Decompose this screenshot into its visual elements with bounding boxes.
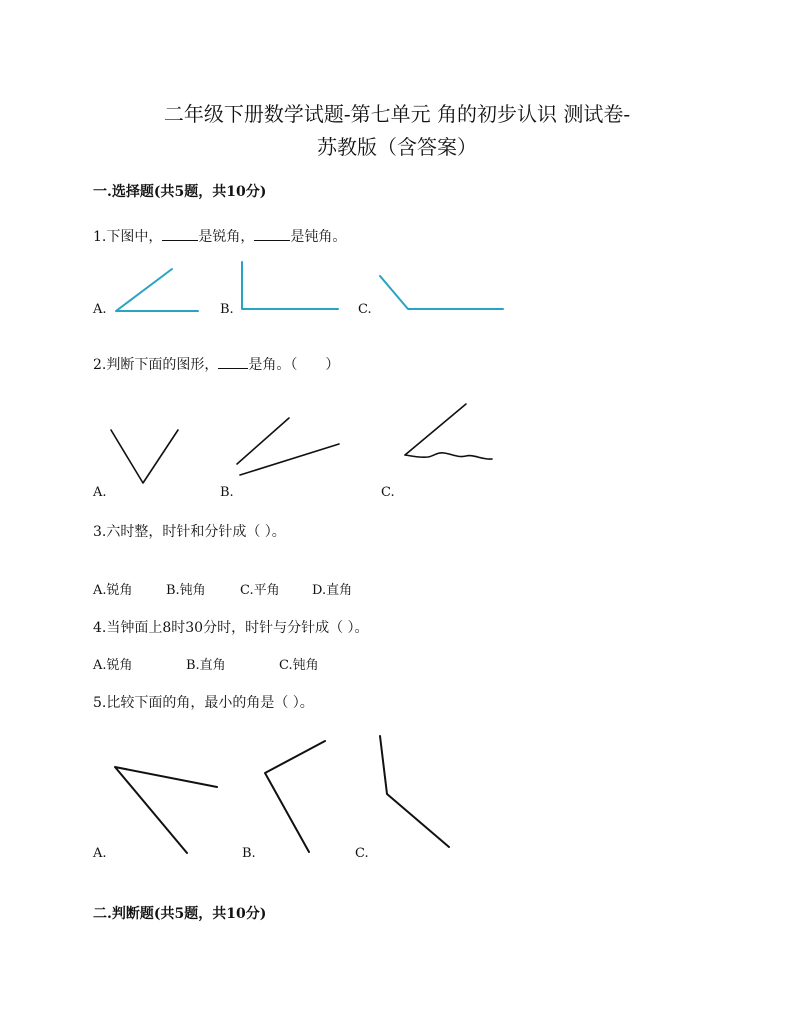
q1-option-b: B. (220, 302, 234, 317)
q2-figure-c-wavy (405, 453, 492, 459)
section-heading-choice: 一.选择题(共5题，共10分) (93, 184, 267, 200)
section-heading-judgement: 二.判断题(共5题，共10分) (93, 906, 267, 922)
q3-option-b: B.钝角 (166, 583, 206, 598)
q3-option-d: D.直角 (312, 583, 353, 598)
question-1-text-c: 是钝角。 (290, 229, 347, 245)
q2-figure-c-line (405, 404, 466, 455)
q2-option-a: A. (93, 485, 107, 500)
q1-option-c: C. (358, 302, 372, 317)
q5-angle-b (265, 741, 325, 852)
page-title: 二年级下册数学试题-第七单元 角的初步认识 测试卷- (163, 102, 631, 126)
q2-option-b: B. (220, 485, 234, 500)
question-5: 5.比较下面的角，最小的角是（ ）。 (93, 695, 314, 711)
question-2-text-a: 2.判断下面的图形， (93, 357, 219, 373)
question-1-text-a: 1.下图中， (93, 229, 163, 245)
q2-figure-b-line-1 (237, 418, 289, 464)
page-subtitle: 苏教版（含答案） (317, 135, 477, 159)
question-1-text-b: 是锐角， (198, 229, 255, 245)
q5-option-a: A. (93, 846, 107, 861)
q2-figure-a (111, 430, 178, 483)
question-2-text-b: 是角。（ ） (248, 357, 340, 373)
q5-option-b: B. (242, 846, 256, 861)
q4-option-a: A.锐角 (93, 658, 133, 673)
q3-option-a: A.锐角 (93, 583, 133, 598)
q4-option-c: C.钝角 (279, 658, 319, 673)
q1-option-a: A. (93, 302, 107, 317)
question-4: 4.当钟面上8时30分时，时针与分针成（ ）。 (93, 620, 369, 636)
q1-angle-c (380, 276, 503, 309)
q1-angle-a (116, 269, 198, 311)
q4-option-b: B.直角 (186, 658, 226, 673)
q5-option-c: C. (355, 846, 369, 861)
q5-angle-c (380, 736, 449, 847)
q5-angle-a (115, 767, 217, 853)
q1-angle-b (242, 262, 338, 309)
q3-option-c: C.平角 (240, 583, 280, 598)
q2-option-c: C. (381, 485, 395, 500)
question-3: 3.六时整，时针和分针成（ ）。 (93, 524, 286, 540)
